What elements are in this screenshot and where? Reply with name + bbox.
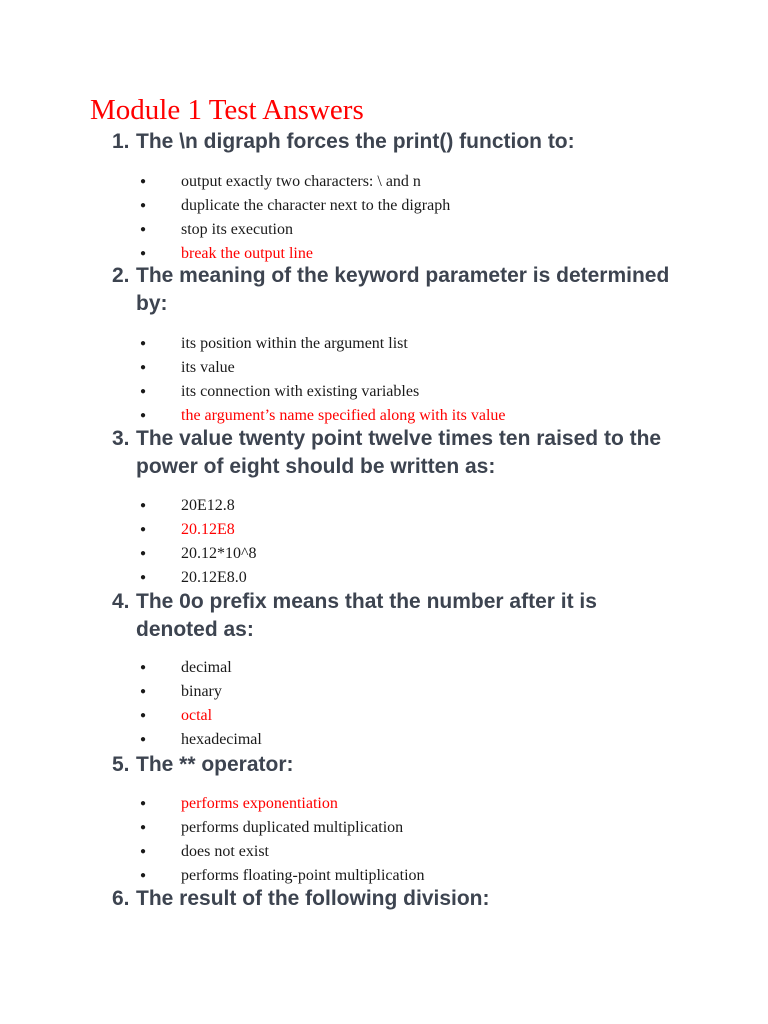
question-text: The value twenty point twelve times ten raised to the power of eight should be written as:: [136, 427, 662, 478]
question-text: The ** operator:: [136, 753, 294, 776]
option-text: performs floating-point multiplication: [181, 867, 425, 884]
bullet-icon: ●: [139, 362, 147, 373]
question-4: [112, 588, 682, 644]
bullet-icon: ●: [139, 548, 147, 559]
question-1: [112, 128, 682, 156]
bullet-icon: ●: [139, 734, 147, 745]
question-5: [112, 751, 682, 779]
question-6: [112, 885, 682, 913]
bullet-icon: ●: [139, 224, 147, 235]
option-text: 20.12E8: [181, 521, 235, 538]
bullet-icon: ●: [139, 248, 147, 259]
option-text: break the output line: [181, 245, 313, 262]
option-text: binary: [181, 683, 222, 700]
bullet-icon: ●: [139, 662, 147, 673]
bullet-icon: ●: [139, 338, 147, 349]
bullet-icon: ●: [139, 500, 147, 511]
bullet-icon: ●: [139, 798, 147, 809]
option-text: its position within the argument list: [181, 335, 408, 352]
option-text: decimal: [181, 659, 232, 676]
option-text: performs duplicated multiplication: [181, 819, 404, 836]
option-text: its connection with existing variables: [181, 383, 420, 400]
question-number: 3.: [112, 427, 130, 450]
bullet-icon: ●: [139, 386, 147, 397]
bullet-icon: ●: [139, 410, 147, 421]
question-number: 1.: [112, 130, 130, 153]
option-text: output exactly two characters: \ and n: [181, 173, 421, 190]
question-number: 6.: [112, 887, 130, 910]
option-text: performs exponentiation: [181, 795, 338, 812]
bullet-icon: ●: [139, 524, 147, 535]
question-text: The 0o prefix means that the number after it is denoted as:: [136, 590, 597, 641]
option-text: duplicate the character next to the digraph: [181, 197, 451, 214]
bullet-icon: ●: [139, 686, 147, 697]
option-text: 20.12E8.0: [181, 569, 247, 586]
question-number: 4.: [112, 590, 130, 613]
page-title: Module 1 Test Answers: [90, 94, 364, 126]
option-text: stop its execution: [181, 221, 293, 238]
option-text: does not exist: [181, 843, 269, 860]
question-number: 5.: [112, 753, 130, 776]
option-text: 20.12*10^8: [181, 545, 257, 562]
question-number: 2.: [112, 264, 130, 287]
question-text: The result of the following division:: [136, 887, 490, 910]
option-text: hexadecimal: [181, 731, 262, 748]
question-2: [112, 262, 682, 318]
option-text: 20E12.8: [181, 497, 235, 514]
bullet-icon: ●: [139, 846, 147, 857]
option-text: the argument’s name specified along with its value: [181, 407, 506, 424]
question-text: The meaning of the keyword parameter is determined by:: [136, 264, 670, 315]
question-text: The \n digraph forces the print() function to:: [136, 130, 575, 153]
question-3: [112, 425, 682, 481]
bullet-icon: ●: [139, 710, 147, 721]
bullet-icon: ●: [139, 870, 147, 881]
option-text: octal: [181, 707, 213, 724]
bullet-icon: ●: [139, 176, 147, 187]
bullet-icon: ●: [139, 822, 147, 833]
bullet-icon: ●: [139, 200, 147, 211]
bullet-icon: ●: [139, 572, 147, 583]
option-text: its value: [181, 359, 235, 376]
